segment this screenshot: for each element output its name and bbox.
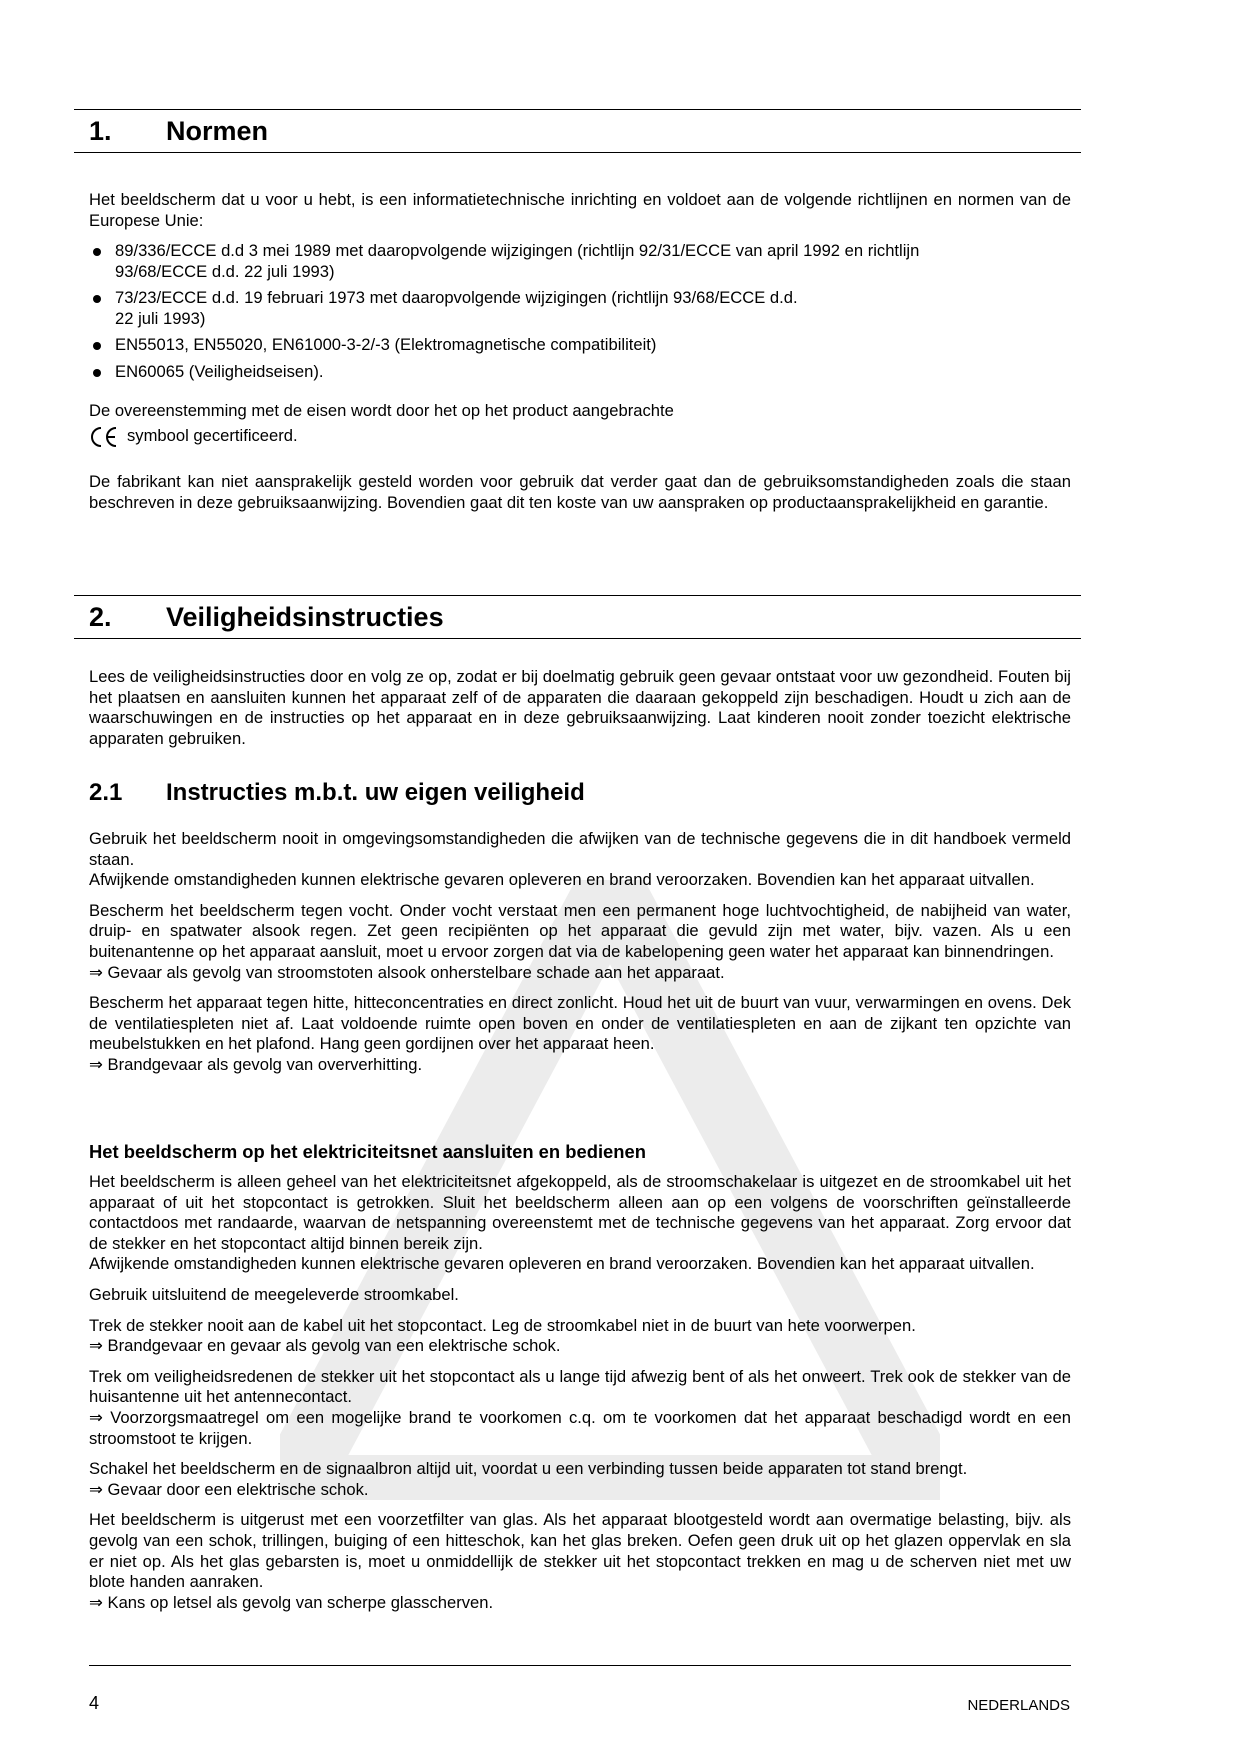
footer-language: NEDERLANDS [967,1697,1070,1714]
conformity-line: De overeenstemming met de eisen wordt door het op het product aangebrachte [89,401,674,420]
section-1-number: 1. [89,116,112,146]
liability-paragraph: De fabrikant kan niet aansprakelijk gesteld worden voor gebruik dat verder gaat dan de gebruiksomstandigheden zoals die staan beschreven in deze gebruiksaanwijzing. Bovendien gaat dit ten koste van uw aanspraken op productaansprakelijkheid en garantie. [89,472,1071,512]
paragraph: Bescherm het beeldscherm tegen vocht. Onder vocht verstaat men een permanent hoge luchtvochtigheid, de nabijheid van water, druip- en spatwater alsook regen. Zet geen recipiënten op het apparaat die gevuld zijn met water, bijv. vazen. Als u een buitenantenne op het apparaat aansluit, moet u ervoor zorgen dat via de kabelopening geen water het apparaat kan binnendringen. ⇒ Gevaar als gevolg van stroomstoten alsook onherstelbare schade aan het apparaat. [89,900,1071,982]
section-2-1-header [89,779,585,807]
warning-consequence: ⇒ Brandgevaar als gevolg van oververhitting. [89,1054,423,1074]
list-item: 73/23/ECCE d.d. 19 februari 1973 met daaropvolgende wijzigingen (richtlijn 93/68/ECCE d.d. 22 juli 1993) [89,288,1071,329]
liability-block [89,472,1071,513]
section-2-1-title: Instructies m.b.t. uw eigen veiligheid [166,779,585,806]
footer-divider [89,1665,1071,1666]
ce-line [89,426,1071,448]
intro-paragraph: Lees de veiligheidsinstructies door en volg ze op, zodat er bij doelmatig gebruik geen gevaar ontstaat voor uw gezondheid. Fouten bij het plaatsen en aansluiten kunnen het apparaat zelf of de apparaten die daaraan gekoppeld zijn beschadigen. Houdt u zich aan de waarschuwingen en de instructies op het apparaat en in deze gebruiksaanwijzing. Laat kinderen nooit zonder toezicht elektrische apparaten gebruiken. [89,667,1071,748]
bullet-icon [93,342,101,350]
warning-consequence: ⇒ Brandgevaar en gevaar als gevolg van een elektrische schok. [89,1336,561,1356]
list-item: EN60065 (Veiligheidseisen). [89,362,1071,383]
intro-paragraph: Het beeldscherm dat u voor u hebt, is een informatietechnische inrichting en voldoet aan de volgende richtlijnen en normen van de Europese Unie: [89,190,1071,230]
list-item: 89/336/ECCE d.d 3 mei 1989 met daaropvolgende wijzigingen (richtlijn 92/31/ECCE van april 1992 en richtlijn 93/68/ECCE d.d. 22 juli 1993) [89,241,1071,282]
paragraph: Trek om veiligheidsredenen de stekker uit het stopcontact als u lange tijd afwezig bent of als het onweert. Trek ook de stekker van de huisantenne uit het antennecontact. ⇒ Voorzorgsmaatregel om een mogelijke brand te voorkomen c.q. om te voorkomen dat het apparaat beschadigd wordt en een stroomstoot te krijgen. [89,1366,1071,1448]
paragraph: Schakel het beeldscherm en de signaalbron altijd uit, voordat u een verbinding tussen beide apparaten tot stand brengt. ⇒ Gevaar door een elektrische schok. [89,1459,968,1499]
page-number: 4 [89,1693,100,1713]
ce-symbol-text: symbool gecertificeerd. [127,426,298,446]
section-2-header [74,595,1081,639]
section-1-header [74,109,1081,153]
list-item: EN55013, EN55020, EN61000-3-2/-3 (Elektromagnetische compatibiliteit) [89,335,1071,356]
section-2-number: 2. [89,602,112,632]
bullet-icon [93,369,101,377]
standards-list [89,241,1071,389]
section-1-title: Normen [166,116,269,146]
section-1-intro [89,190,1071,231]
section-2-title: Veiligheidsinstructies [166,602,444,632]
paragraph: Bescherm het apparaat tegen hitte, hitteconcentraties en direct zonlicht. Houd het uit de buurt van vuur, verwarmingen en ovens. Dek de ventilatiespleten niet af. Laat voldoende ruimte open boven en onder de ventilatiespleten en aan de zijkant ten opzichte van meubelstukken en het plafond. Hang geen gordijnen over het apparaat heen. ⇒ Brandgevaar als gevolg van oververhitting. [89,993,1071,1074]
paragraph: Trek de stekker nooit aan de kabel uit het stopcontact. Leg de stroomkabel niet in de buurt van hete voorwerpen. ⇒ Brandgevaar en gevaar als gevolg van een elektrische schok. [89,1315,916,1356]
warning-consequence: ⇒ Gevaar als gevolg van stroomstoten alsook onherstelbare schade aan het apparaat. [89,962,725,982]
ce-mark-icon [89,426,121,448]
warning-consequence: ⇒ Gevaar door een elektrische schok. [89,1479,369,1499]
power-body [89,1172,1071,1613]
bullet-icon [93,295,101,303]
warning-consequence: ⇒ Voorzorgsmaatregel om een mogelijke brand te voorkomen c.q. om te voorkomen dat het apparaat beschadigd wordt en een stroomstoot te krijgen. [89,1407,1071,1448]
warning-consequence: ⇒ Kans op letsel als gevolg van scherpe glasscherven. [89,1592,494,1612]
paragraph: Gebruik het beeldscherm nooit in omgevingsomstandigheden die afwijken van de technische gegevens die in dit handboek vermeld staan. Afwijkende omstandigheden kunnen elektrische gevaren opleveren en brand veroorzaken. Bovendien kan het apparaat uitvallen. [89,829,1071,890]
bullet-icon [93,248,101,256]
section-2-1-number: 2.1 [89,779,123,806]
paragraph: Het beeldscherm is uitgerust met een voorzetfilter van glas. Als het apparaat blootgesteld wordt aan overmatige belasting, bijv. als gevolg van een schok, trillingen, buiging of een hitteschok, kan het glas breken. Oefen geen druk uit op het glazen oppervlak en sla er niet op. Als het glas gebarsten is, moet u onmiddellijk de stekker uit het stopcontact trekken en mag u de scherven niet met uw blote handen aanraken. ⇒ Kans op letsel als gevolg van scherpe glasscherven. [89,1510,1071,1612]
paragraph: Gebruik uitsluitend de meegeleverde stroomkabel. [89,1284,459,1304]
conformity-block [89,401,1071,448]
section-2-1-body [89,829,1071,1076]
paragraph: Het beeldscherm is alleen geheel van het elektriciteitsnet afgekoppeld, als de stroomschakelaar is uitgezet en de stroomkabel uit het apparaat of uit het stopcontact is getrokken. Sluit het beeldscherm alleen aan op een volgens de voorschriften geïnstalleerde contactdoos met randaarde, waarvan de netspanning overeenstemt met de technische gegevens van het apparaat. Zorg ervoor dat de stekker en het stopcontact altijd binnen bereik zijn. Afwijkende omstandigheden kunnen elektrische gevaren opleveren en brand veroorzaken. Bovendien kan het apparaat uitvallen. [89,1172,1071,1274]
power-heading: Het beeldscherm op het elektriciteitsnet aansluiten en bedienen [89,1141,646,1162]
section-2-intro [89,667,1071,749]
